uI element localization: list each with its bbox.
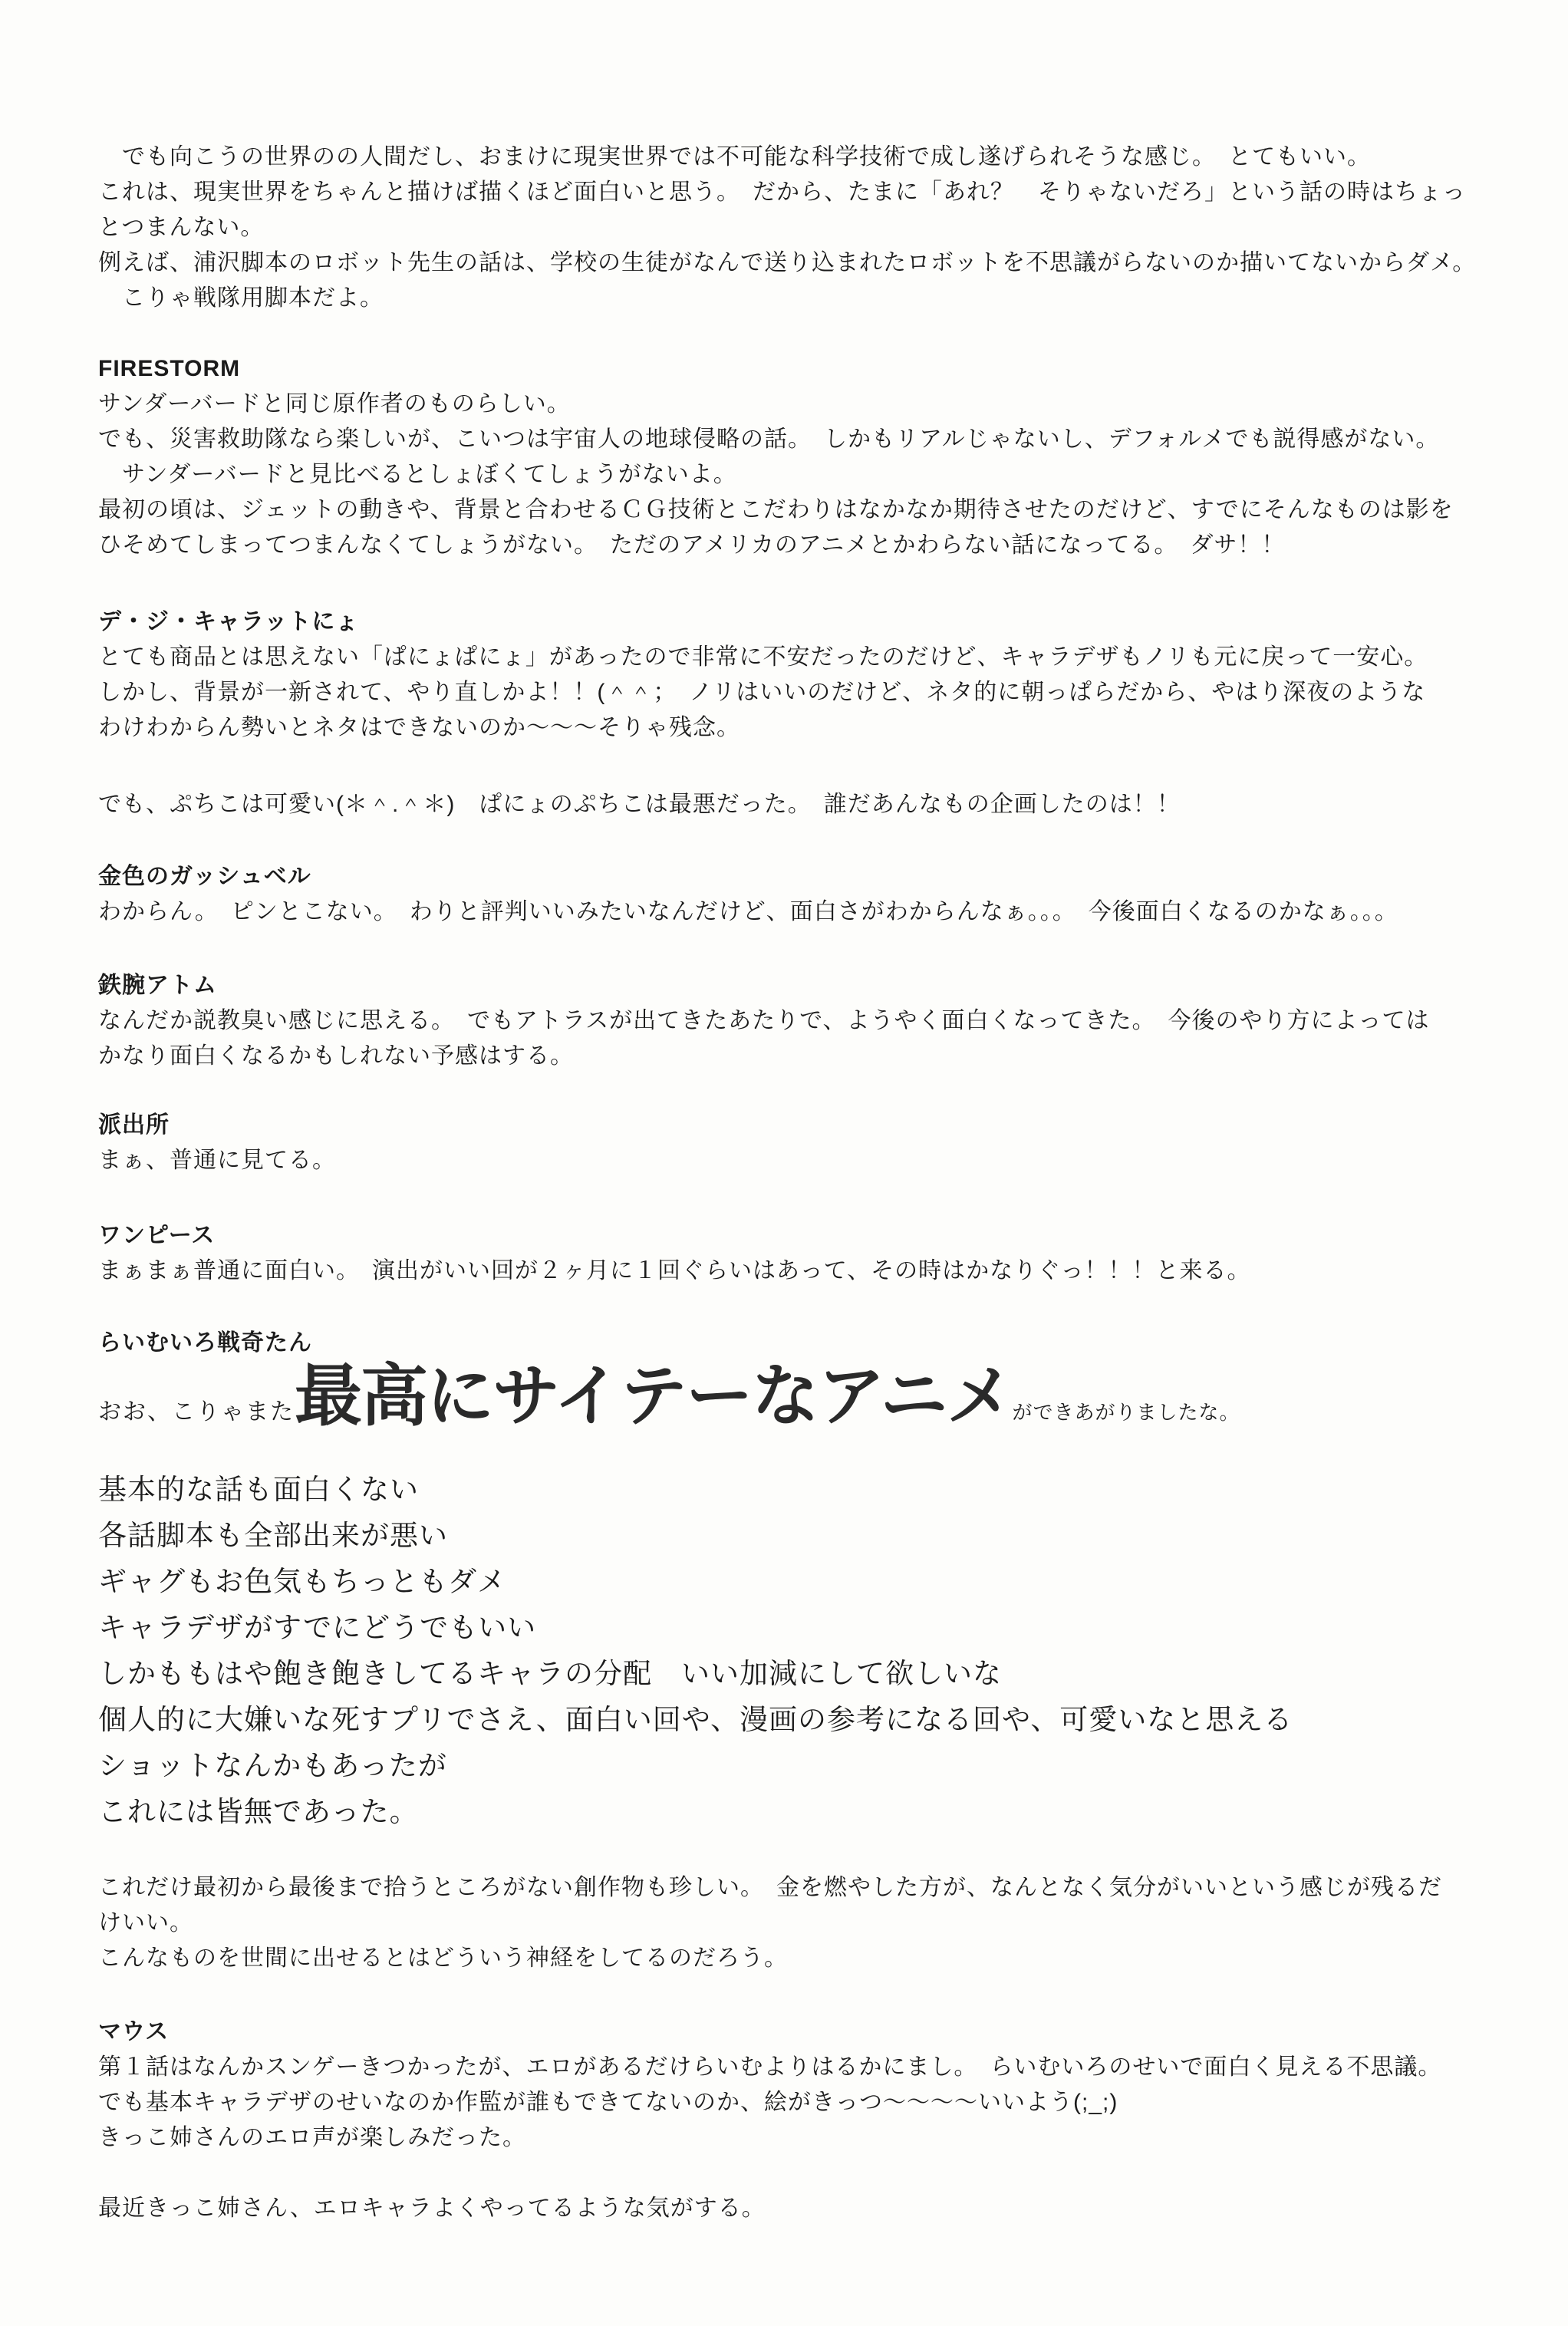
text-line: 最初の頃は、ジェットの動きや、背景と合わせるＣＧ技術とこだわりはなかなか期待させたのだけど、すでにそんなものは影を: [98, 497, 1454, 522]
text-line: でも、災害救助隊なら楽しいが、こいつは宇宙人の地球侵略の話。 しかもリアルじゃないし、デフォルメでも説得感がない。: [98, 427, 1440, 452]
headline-suffix: ができあがりましたな。: [1012, 1401, 1240, 1424]
text-line: でも、ぷちこは可愛い(＊＾.＾＊) ぱにょのぷちこは最悪だった。 誰だあんなもの企画したのは！！: [98, 792, 1181, 817]
text-line: こんなものを世間に出せるとはどういう神経をしてるのだろう。: [98, 1945, 788, 1971]
text-line: とつまんない。: [98, 215, 265, 240]
section-intro: [98, 140, 1530, 316]
section-onepiece: [98, 1218, 1530, 1289]
section-hashutsujo: [98, 1108, 1530, 1178]
text-line: まぁ、普通に見てる。: [98, 1148, 336, 1173]
text-line: まぁまぁ普通に面白い。 演出がいい回が２ヶ月に１回ぐらいはあって、その時はかなりぐっ！！！と来る。: [98, 1258, 1251, 1283]
text-line: 最近きっこ姉さん、エロキャラよくやってるような気がする。: [98, 2196, 766, 2221]
text-line: こりゃ戦隊用脚本だよ。: [98, 285, 384, 311]
text-line: ひそめてしまってつまんなくてしょうがない。 ただのアメリカのアニメとかわらない話になってる。 ダサ！！: [98, 532, 1286, 558]
text-line: これは、現実世界をちゃんと描けば描くほど面白いと思う。 だから、たまに「あれ？ そりゃないだろ」という話の時はちょっ: [98, 180, 1466, 205]
complaint-line: ショットなんかもあったが: [98, 1750, 447, 1781]
text-line: サンダーバードと見比べるとしょぼくてしょうがないよ。: [98, 462, 737, 487]
section-title: 鉄腕アトム: [98, 973, 217, 998]
complaint-line: 各話脚本も全部出来が悪い: [98, 1520, 448, 1551]
section-title: 派出所: [98, 1112, 170, 1138]
text-line: 第１話はなんかスンゲーきつかったが、エロがあるだけらいむよりはるかにまし。 らいむいろのせいで面白く見える不思議。: [98, 2054, 1442, 2080]
section-firestorm: [98, 351, 1530, 563]
complaint-line: ギャグもお色気もちっともダメ: [98, 1566, 506, 1597]
section-closing: [98, 1870, 1530, 1976]
text-line: なんだか説教臭い感じに思える。 でもアトラスが出てきたあたりで、ようやく面白くなってきた。 今後のやり方によっては: [98, 1008, 1430, 1033]
section-mouse: [98, 2015, 1530, 2156]
complaint-line: キャラデザがすでにどうでもいい: [98, 1612, 537, 1643]
text-line: とても商品とは思えない「ぱにょぱにょ」があったので非常に不安だったのだけど、キャラデザもノリも元に戻って一安心。: [98, 644, 1428, 670]
text-line: しかし、背景が一新されて、やり直しかよ！！(＾＾； ノリはいいのだけど、ネタ的に朝っぱらだから、やはり深夜のような: [98, 680, 1426, 705]
text-line: でも向こうの世界のの人間だし、おまけに現実世界では不可能な科学技術で成し遂げられそうな感じ。 とてもいい。: [98, 144, 1371, 170]
text-line: きっこ姉さんのエロ声が楽しみだった。: [98, 2125, 526, 2150]
section-final-note: [98, 2191, 1530, 2226]
headline-big-text: 最高にサイテーなアニメ: [295, 1358, 1013, 1434]
text-line: かなり面白くなるかもしれない予感はする。: [98, 1043, 574, 1069]
section-title: ワンピース: [98, 1223, 216, 1248]
section-title: 金色のガッシュベル: [98, 864, 311, 889]
section-title: FIRESTORM: [98, 356, 241, 381]
section-gashbell: [98, 859, 1530, 930]
limeiro-headline: [98, 1354, 1530, 1438]
complaint-line: しかももはや飽き飽きしてるキャラの分配 いい加減にして欲しいな: [98, 1658, 1002, 1689]
limeiro-complaint-list: [98, 1467, 1530, 1835]
text-line: わけわからん勢いとネタはできないのか～～～そりゃ残念。: [98, 715, 740, 740]
section-title: デ・ジ・キャラットにょ: [98, 609, 359, 634]
text-line: 例えば、浦沢脚本のロボット先生の話は、学校の生徒がなんで送り込まれたロボットを不思議がらないのか描いてないからダメ。: [98, 250, 1477, 275]
text-line: サンダーバードと同じ原作者のものらしい。: [98, 391, 571, 417]
headline-prefix: おお、こりゃまた: [98, 1399, 295, 1425]
text-line: でも基本キャラデザのせいなのか作監が誰もできてないのか、絵がきっつ～～～～いいよう(;_;): [98, 2090, 1118, 2115]
section-title: らいむいろ戦奇たん: [98, 1330, 312, 1356]
complaint-line: 個人的に大嫌いな死すプリでさえ、面白い回や、漫画の参考になる回や、可愛いなと思える: [98, 1704, 1293, 1735]
complaint-line: 基本的な話も面白くない: [98, 1474, 419, 1505]
section-puchiko-note: [98, 787, 1530, 822]
section-digicharat: [98, 605, 1530, 746]
section-atom: [98, 968, 1530, 1074]
text-line: けいい。: [98, 1910, 193, 1936]
text-line: これだけ最初から最後まで拾うところがない創作物も珍しい。 金を燃やした方が、なんとなく気分がいいという感じが残るだ: [98, 1875, 1442, 1900]
text-line: わからん。 ピンとこない。 わりと評判いいみたいなんだけど、面白さがわからんなぁ。。。 今後面白くなるのかなぁ。。。: [98, 899, 1398, 924]
section-title: マウス: [98, 2019, 170, 2044]
complaint-line: これには皆無であった。: [98, 1796, 419, 1827]
